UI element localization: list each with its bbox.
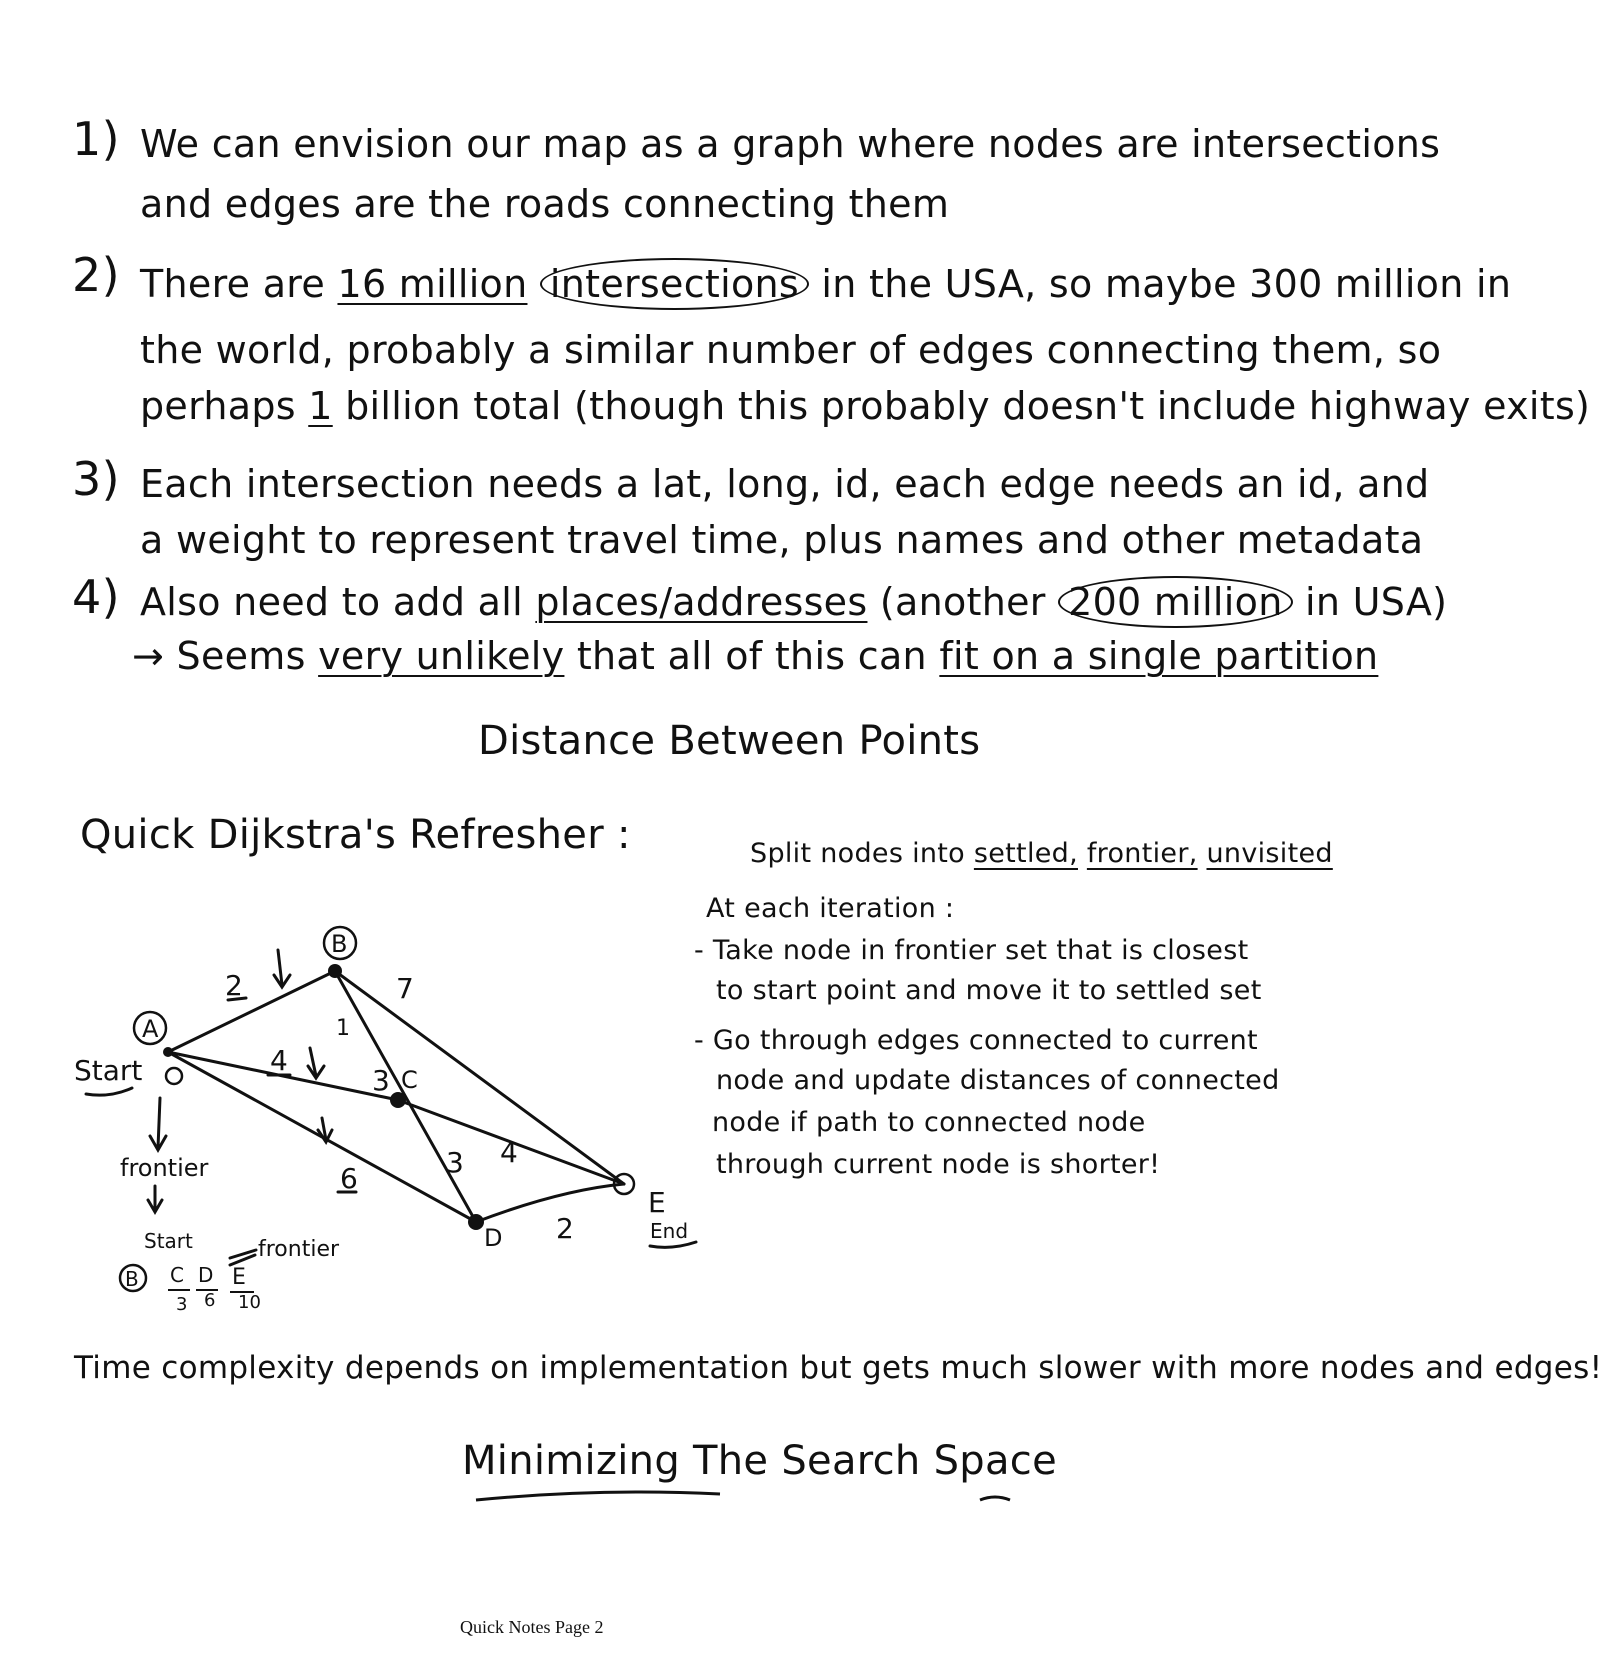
- weight-b-e: 7: [396, 972, 414, 1005]
- item-number-3: 3): [72, 452, 120, 506]
- bullet-1-line-2: to start point and move it to settled set: [716, 975, 1262, 1006]
- frontier-e-value: 10: [238, 1292, 261, 1313]
- start-label: Start: [74, 1054, 143, 1087]
- unvisited-label: unvisited: [1206, 838, 1333, 869]
- weight-b-c: 1: [336, 1016, 350, 1041]
- frontier-d-value: 6: [204, 1290, 216, 1311]
- note-3-line-2: a weight to represent travel time, plus names and other metadata: [140, 518, 1424, 562]
- frontier-e: E: [232, 1265, 246, 1290]
- note-2-billion-total: billion total (though this probably doesn't include highway exits): [345, 384, 1591, 428]
- node-c-label: C: [401, 1066, 418, 1094]
- highlight-very-unlikely: very unlikely: [318, 634, 565, 678]
- weight-a-b: 2: [225, 969, 243, 1002]
- highlight-single-partition: fit on a single partition: [939, 634, 1379, 678]
- note-3-line-1: Each intersection needs a lat, long, id, each edge needs an id, and: [140, 462, 1430, 506]
- item-number-2: 2): [72, 248, 120, 302]
- circled-intersections: intersections: [540, 258, 809, 310]
- settled-label: settled,: [973, 838, 1078, 869]
- bullet-2-line-2: node and update distances of connected: [716, 1065, 1280, 1096]
- node-b-label: B: [331, 930, 348, 958]
- weight-a-d: 6: [340, 1162, 358, 1195]
- bullet-2-line-4: through current node is shorter!: [716, 1149, 1161, 1180]
- note-4-text-c2: that all of this can: [576, 634, 927, 678]
- frontier-start-note: Start: [144, 1229, 193, 1253]
- node-e-label: E: [648, 1186, 666, 1219]
- page-footer: Quick Notes Page 2: [460, 1617, 604, 1637]
- end-label: End: [650, 1219, 689, 1243]
- frontier-c: C: [170, 1263, 184, 1287]
- time-complexity-note: Time complexity depends on implementation but gets much slower with more nodes and edges!: [74, 1350, 1602, 1386]
- note-4-text-c: (another: [879, 580, 1046, 624]
- bullet-2-line-1: - Go through edges connected to current: [694, 1025, 1258, 1056]
- note-2-text-a: There are: [140, 262, 326, 306]
- item-number-1: 1): [72, 112, 120, 166]
- section-title-distance: Distance Between Points: [478, 718, 981, 764]
- frontier-label: frontier,: [1086, 838, 1198, 869]
- weight-d-e: 2: [556, 1212, 574, 1245]
- iteration-title: At each iteration :: [706, 893, 955, 924]
- bullet-2-line-3: node if path to connected node: [712, 1107, 1146, 1138]
- frontier-note: frontier: [120, 1154, 209, 1182]
- frontier-c-value: 3: [176, 1294, 188, 1315]
- note-2-line-2: the world, probably a similar number of edges connecting them, so: [140, 328, 1442, 372]
- note-4-arrow-text: → Seems: [132, 634, 306, 678]
- circled-200-million: 200 million: [1058, 576, 1293, 628]
- weight-c-e: 4: [500, 1136, 518, 1169]
- weight-c-estimate: 3: [372, 1064, 390, 1097]
- highlight-places-addresses: places/addresses: [535, 580, 868, 624]
- note-1-line-1: We can envision our map as a graph where nodes are intersections: [140, 122, 1441, 166]
- weight-a-c: 4: [270, 1044, 288, 1077]
- frontier-arrow-label: frontier: [258, 1237, 340, 1262]
- weight-c-d: 3: [446, 1146, 464, 1179]
- highlight-1-billion: 1: [308, 384, 333, 428]
- split-text: Split nodes into: [750, 838, 965, 869]
- node-d-label: D: [484, 1224, 503, 1252]
- node-a-label: A: [142, 1015, 159, 1043]
- note-4-text-e: in USA): [1304, 580, 1448, 624]
- section-title-minimizing: Minimizing The Search Space: [462, 1438, 1057, 1484]
- note-4-text-a: Also need to add all: [140, 580, 523, 624]
- item-number-4: 4): [72, 570, 120, 624]
- bullet-1-line-1: - Take node in frontier set that is closest: [694, 935, 1249, 966]
- note-1-line-2: and edges are the roads connecting them: [140, 182, 950, 226]
- note-2-text-d: in the USA, so maybe 300 million in: [821, 262, 1512, 306]
- dijkstra-heading: Quick Dijkstra's Refresher :: [80, 812, 631, 858]
- frontier-d: D: [198, 1263, 214, 1287]
- frontier-b: B: [125, 1267, 139, 1291]
- note-2-perhaps: perhaps: [140, 384, 296, 428]
- highlight-16-million: 16 million: [337, 262, 528, 306]
